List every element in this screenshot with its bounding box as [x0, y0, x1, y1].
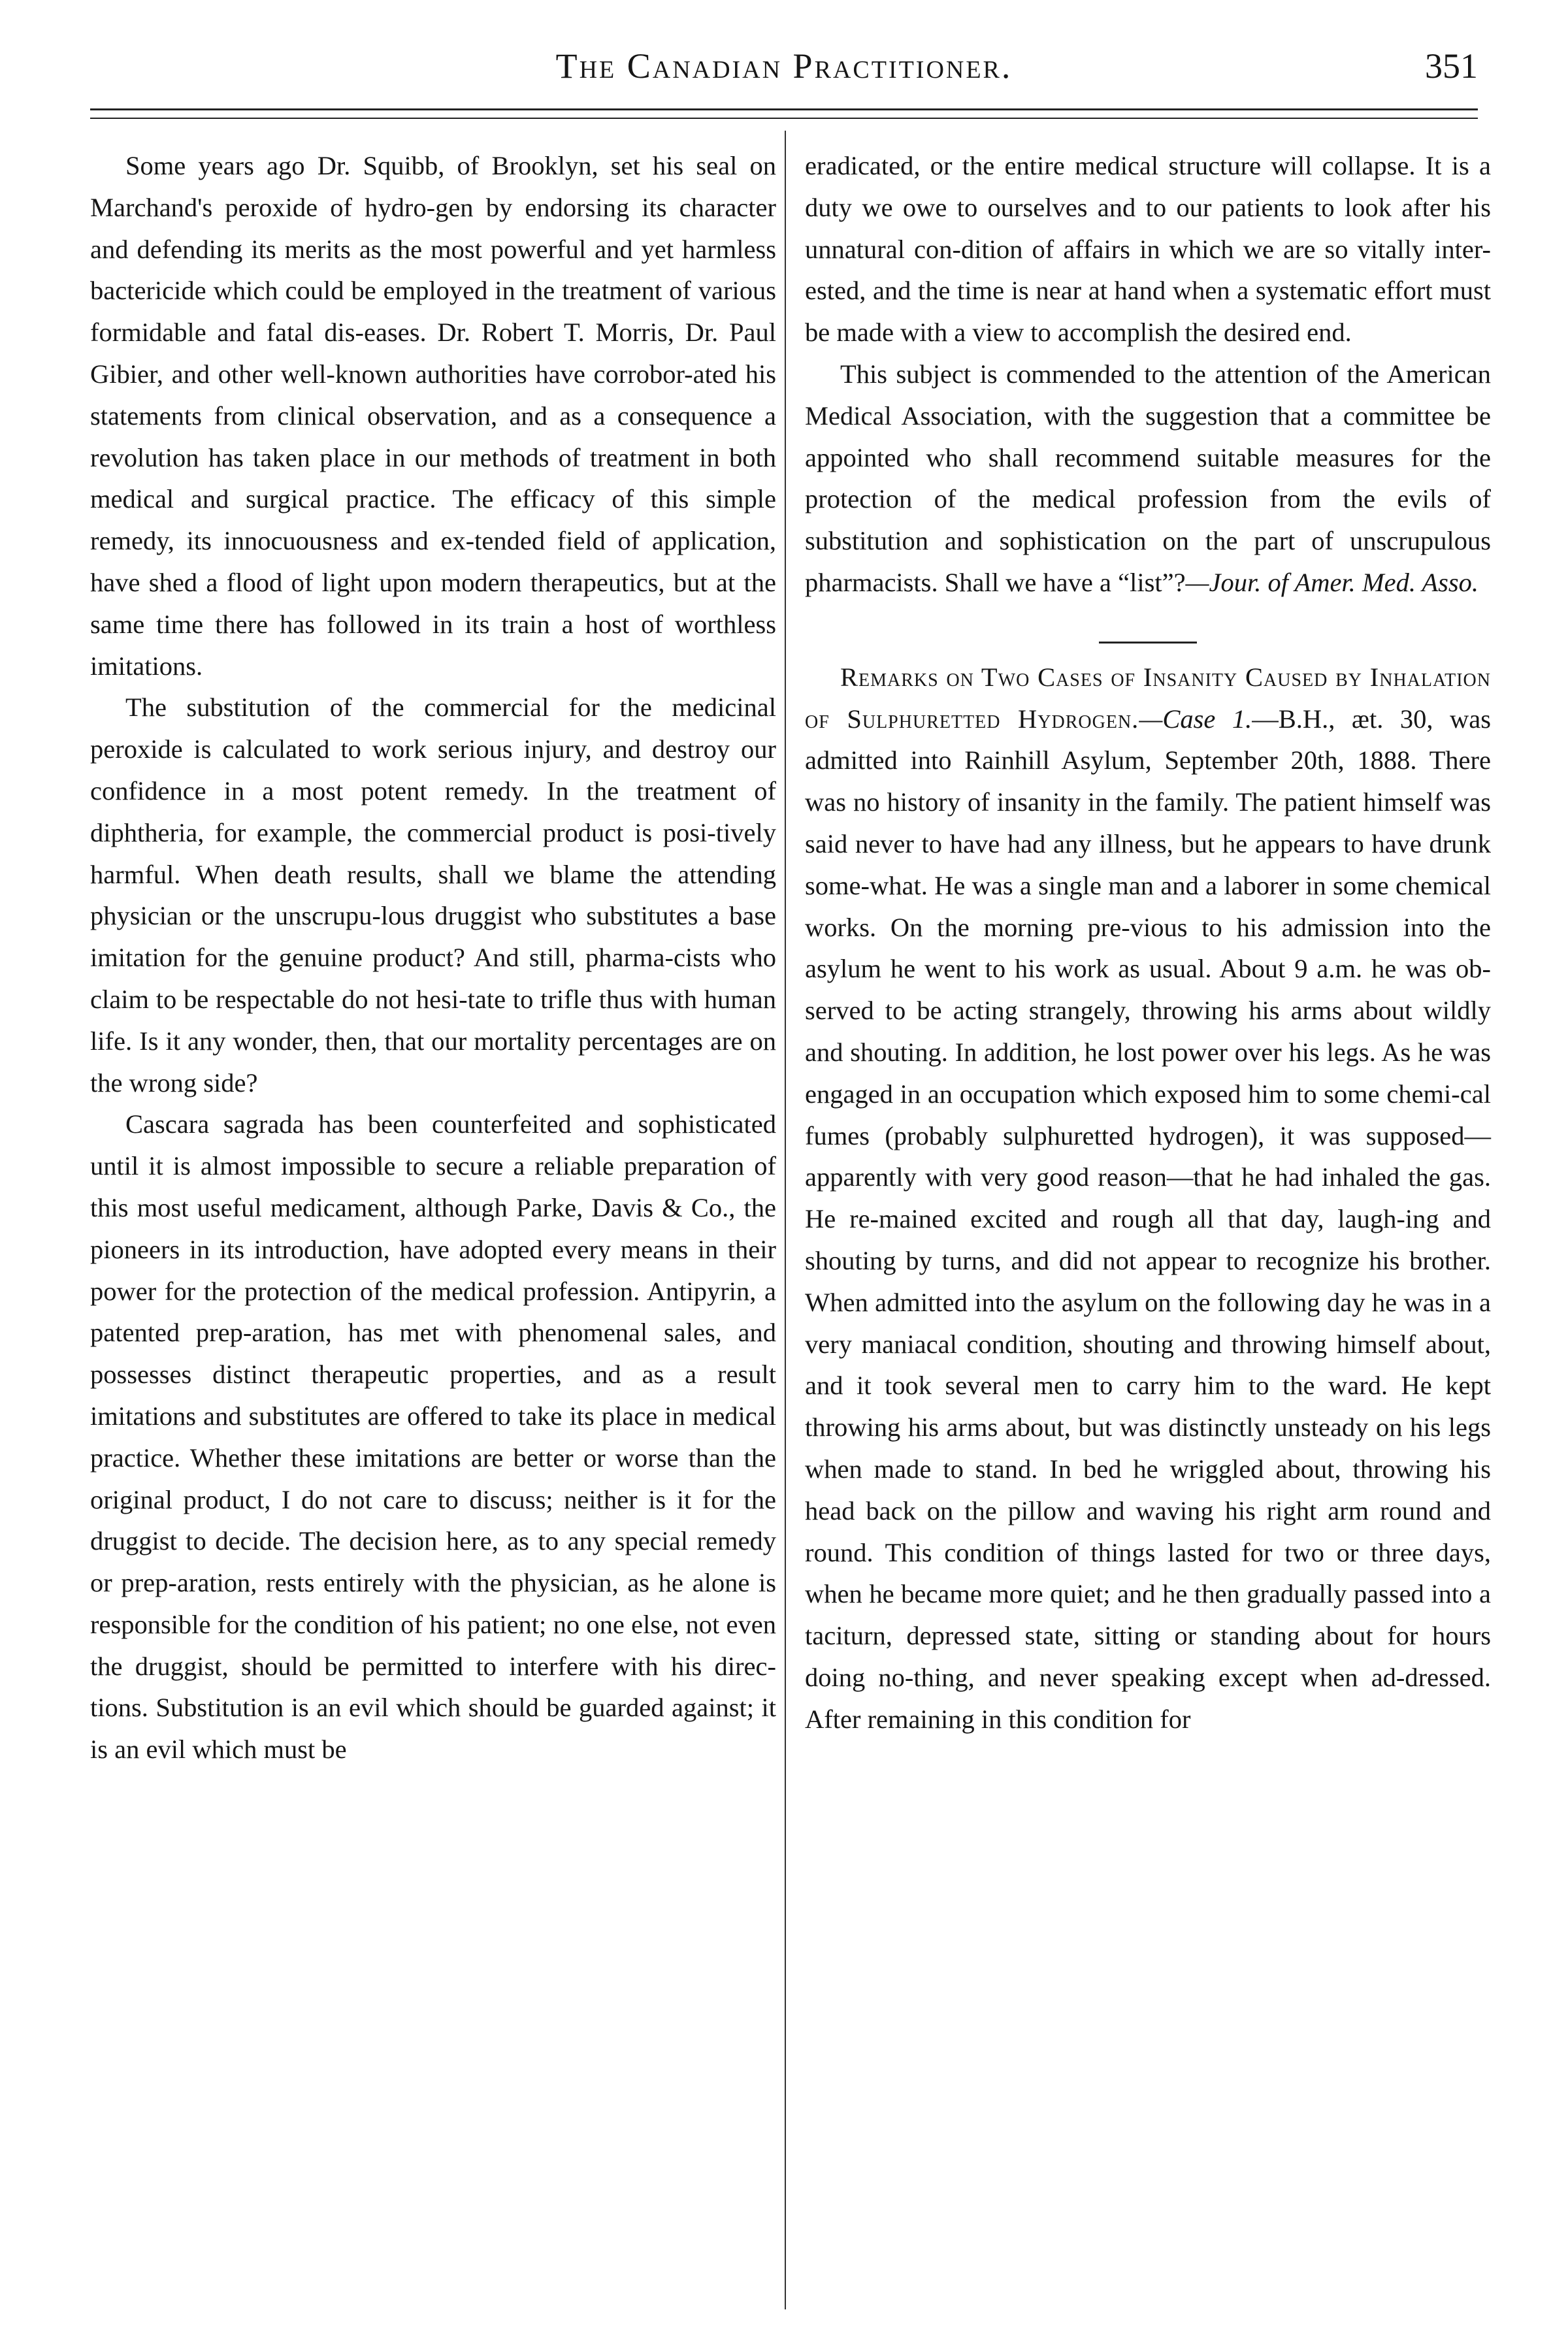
page-number: 351	[1425, 46, 1478, 86]
source-citation: —Jour. of Amer. Med. Asso.	[1185, 567, 1479, 597]
column-divider	[785, 131, 786, 2309]
running-title: The Canadian Practitioner.	[555, 46, 1013, 86]
paragraph-peroxide: Some years ago Dr. Squibb, of Brooklyn, set his seal on Marchand's peroxide of hydro-gen by endorsing its character and defending its merits as the most powerful and yet harmless bactericide which could be employed in the treatment of various formidable and fatal dis-eases. Dr. Robert T. Morris, Dr. Paul Gibier, and other well-known authorities have corrobor-ated his statements from clinical observation, and as a consequence a revolution has taken place in our methods of treatment in both medical and surgical practice. The efficacy of this simple remedy, its innocuousness and ex-tended field of application, have shed a flood of light upon modern therapeutics, but at the same time there has followed in its train a host of worthless imitations.	[90, 151, 776, 681]
paragraph-case-report	[805, 657, 1491, 1740]
right-column	[805, 145, 1491, 1740]
header-rule-top	[90, 108, 1478, 110]
paragraph-continuation: eradicated, or the entire medical structure will collapse. It is a duty we owe to ourselves and to our patients to look after his unnatural con-dition of affairs in which we are so vitally inter-ested, and the time is near at hand when a systematic effort must be made with a view to accomplish the desired end.	[805, 151, 1491, 348]
paragraph-substitution: The substitution of the commercial for the medicinal peroxide is calculated to work serious injury, and destroy our confidence in a most potent remedy. In the treatment of diphtheria, for example, the commercial product is posi-tively harmful. When death results, shall we blame the attending physician or the unscrupu-lous druggist who substitutes a base imitation for the genuine product? And still, pharma-cists who claim to be respectable do not hesi-tate to trifle thus with human life. Is it any wonder, then, that our mortality percentages are on the wrong side?	[90, 692, 776, 1098]
paragraph-commendation	[805, 353, 1491, 604]
commendation-text: This subject is commended to the attention of the American Medical Association, with the suggestion that a committee be appointed who shall recommend suitable measures for the protection of the medical profession from the evils of substitution and sophistication on the part of unscrupulous pharmacists. Shall we have a “list”?	[805, 359, 1491, 597]
header-rule-bottom	[90, 118, 1478, 119]
left-column	[90, 145, 776, 1770]
section-separator	[1099, 642, 1197, 643]
running-header	[90, 46, 1478, 98]
case-report-text: —B.H., æt. 30, was admitted into Rainhill Asylum, September 20th, 1888. There was no history of insanity in the family. The patient himself was said never to have had any illness, but he appears to have drunk some-what. He was a single man and a laborer in some chemical works. On the morning pre-vious to his admission into the asylum he went to his work as usual. About 9 a.m. he was ob-served to be acting strangely, throwing his arms about wildly and shouting. In addition, he lost power over his legs. As he was engaged in an occupation which exposed him to some chemi-cal fumes (probably sulphuretted hydrogen), it was supposed—apparently with very good reason—that he had inhaled the gas. He re-mained excited and rough all that day, laugh-ing and shouting by turns, and did not appear to recognize his brother. When admitted into the asylum on the following day he was in a very maniacal condition, shouting and throwing himself about, and it took several men to carry him to the ward. He kept throwing his arms about, but was distinctly unsteady on his legs when made to stand. In bed he wriggled about, throwing his head back on the pillow and waving his right arm round and round. This condition of things lasted for two or three days, when he became more quiet; and he then gradually passed into a taciturn, depressed state, sitting or standing about for hours doing no-thing, and never speaking except when ad-dressed. After remaining in this condition for	[805, 704, 1492, 1734]
article-heading: Remarks on Two Cases of Insanity Caused by Inhalation of Sulphuretted Hydrogen.	[805, 662, 1491, 734]
case-label: —Case 1.	[1139, 704, 1252, 734]
paragraph-cascara: Cascara sagrada has been counterfeited and sophisticated until it is almost impossible to secure a reliable preparation of this most useful medicament, although Parke, Davis & Co., the pioneers in its introduction, have adopted every means in their power for the protection of the medical profession. Antipyrin, a patented prep-aration, has met with phenomenal sales, and possesses distinct therapeutic properties, and as a result imitations and substitutes are offered to take its place in medical practice. Whether these imitations are better or worse than the original product, I do not care to discuss; neither is it for the druggist to decide. The decision here, as to any special remedy or prep-aration, rests entirely with the physician, as he alone is responsible for the condition of his patient; no one else, not even the druggist, should be permitted to interfere with his direc-tions. Substitution is an evil which should be guarded against; it is an evil which must be	[90, 1109, 776, 1765]
